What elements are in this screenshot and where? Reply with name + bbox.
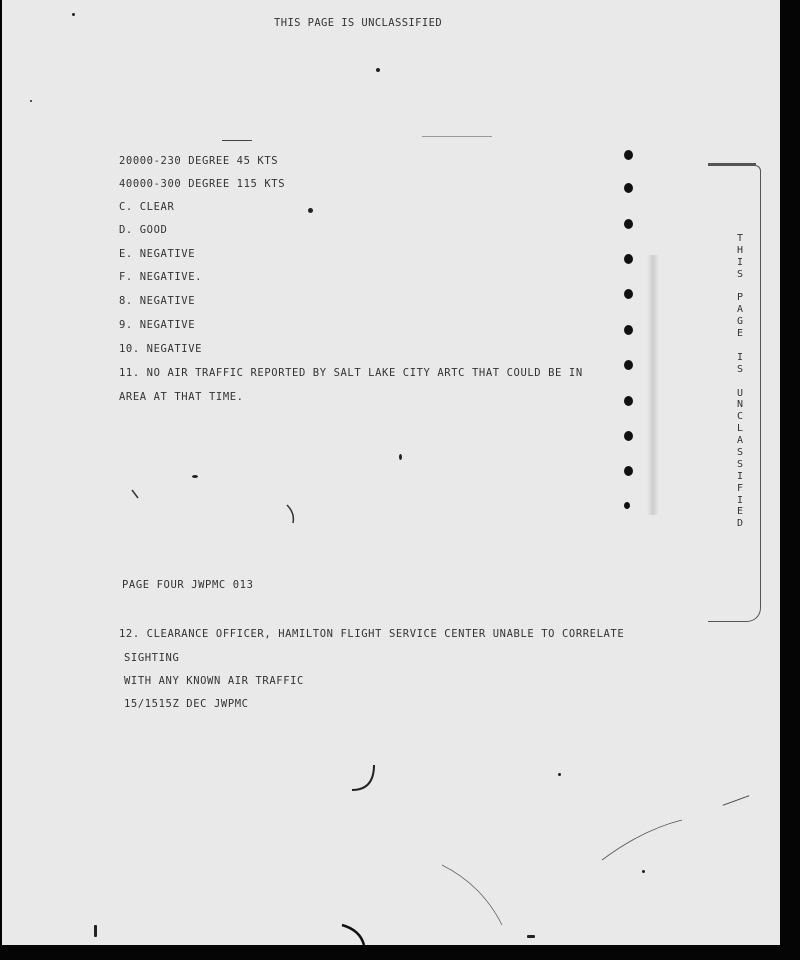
stamp-letter: I [736,256,744,268]
stamp-letter: S [736,458,744,470]
body-line: 40000-300 DEGREE 115 KTS [119,178,286,190]
scan-border-bottom [0,945,800,960]
body-line: C. CLEAR [119,201,175,213]
stamp-letter: I [736,494,744,506]
stamp-letter: E [736,506,744,518]
stamp-letter: F [736,482,744,494]
document-page [2,0,780,945]
page-header: THIS PAGE IS UNCLASSIFIED [274,17,443,29]
stamp-letter: I [736,351,744,363]
stamp-letter: I [736,470,744,482]
body-line: AREA AT THAT TIME. [119,391,244,403]
body-line: 10. NEGATIVE [119,343,203,355]
body-line: F. NEGATIVE. [119,271,203,283]
body-line: 8. NEGATIVE [119,295,196,307]
body-line: D. GOOD [119,224,168,236]
stamp-letter: C [736,411,744,423]
stamp-letter: U [736,387,744,399]
stamp-letter: H [736,244,744,256]
stamp-letter: T [736,233,744,244]
stamp-letter: S [736,363,744,375]
stamp-letter: S [736,268,744,280]
body-line: 9. NEGATIVE [119,319,196,331]
body-line: 20000-230 DEGREE 45 KTS [119,155,279,167]
stamp-letter: D [736,518,744,530]
stamp-letter: L [736,423,744,435]
stamp-letter: E [736,328,744,340]
stamp-letter: A [736,304,744,316]
stamp-letter: P [736,292,744,304]
scan-border-right [780,0,800,960]
item-12-line: SIGHTING [124,652,180,664]
item-12-line: 12. CLEARANCE OFFICER, HAMILTON FLIGHT SERVICE CENTER UNABLE TO CORRELATE [119,628,625,640]
item-12-line: 15/1515Z DEC JWPMC [124,698,249,710]
item-12-line: WITH ANY KNOWN AIR TRAFFIC [124,675,304,687]
stamp-letter: A [736,435,744,447]
page-four-line: PAGE FOUR JWPMC 013 [122,579,254,591]
body-line: E. NEGATIVE [119,248,196,260]
stamp-letter: N [736,399,744,411]
stamp-letter: G [736,316,744,328]
body-line: 11. NO AIR TRAFFIC REPORTED BY SALT LAKE CITY ARTC THAT COULD BE IN [119,367,583,379]
scan-artifacts [2,0,780,945]
stamp-letter: S [736,447,744,459]
